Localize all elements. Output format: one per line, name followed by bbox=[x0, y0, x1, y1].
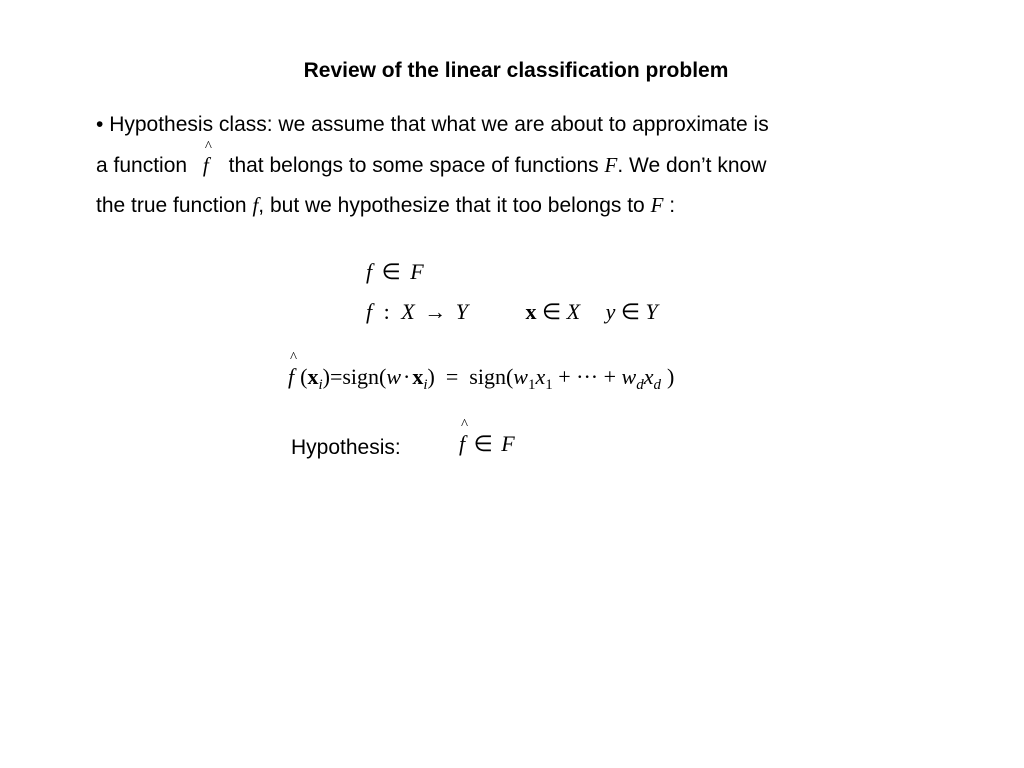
hyp-element-of: ∈ bbox=[473, 431, 493, 456]
eq3-w1: w bbox=[513, 364, 528, 389]
hyp-F: F bbox=[501, 431, 515, 456]
eq2-X: X bbox=[401, 299, 415, 324]
equation-mapping bbox=[366, 299, 658, 325]
hat-accent: ^ bbox=[204, 139, 212, 155]
bullet-glyph: • bbox=[96, 113, 104, 136]
eq3-f-hat bbox=[288, 350, 298, 390]
F-symbol: F bbox=[604, 153, 618, 177]
line2-text-b: that belongs to some space of functions bbox=[228, 154, 599, 177]
eq2-y: y bbox=[605, 299, 616, 324]
eq3-dot: · bbox=[403, 364, 411, 389]
eq2-arrow: → bbox=[424, 299, 447, 324]
bullet-line-2 bbox=[96, 139, 767, 178]
eq2-element-of-1: ∈ bbox=[541, 299, 562, 324]
eq3-f: f bbox=[288, 364, 295, 389]
eq3-sub-1: 1 bbox=[527, 377, 536, 393]
eq2-f: f bbox=[366, 299, 373, 324]
eq3-x1: x bbox=[535, 364, 546, 389]
eq3-plus-dots: + ··· + bbox=[552, 364, 622, 389]
line3-text-c: : bbox=[669, 194, 676, 217]
line2-text-c: . We don’t know bbox=[617, 154, 767, 177]
hypothesis-label: Hypothesis: bbox=[291, 436, 401, 459]
f-symbol-2: f bbox=[252, 193, 259, 217]
eq3-x2-bold: x bbox=[412, 364, 424, 389]
equation-classifier bbox=[288, 350, 675, 393]
f-symbol: f bbox=[202, 153, 209, 177]
equation-f-in-F bbox=[366, 259, 424, 285]
bullet-line-1 bbox=[96, 113, 769, 137]
F-symbol-2: F bbox=[650, 193, 664, 217]
line2-text-a: a function bbox=[96, 154, 188, 177]
eq2-Y2: Y bbox=[645, 299, 658, 324]
eq3-sub-1b: 1 bbox=[545, 377, 553, 393]
eq1-F: F bbox=[410, 259, 424, 284]
eq3-lparen: ( bbox=[300, 364, 308, 389]
eq3-wd: w bbox=[621, 364, 637, 389]
eq2-Y: Y bbox=[455, 299, 468, 324]
line3-text-a: the true function bbox=[96, 194, 247, 217]
eq3-sign-open-2: ) = sign( bbox=[427, 364, 514, 389]
eq2-element-of-2: ∈ bbox=[620, 299, 641, 324]
hyp-f: f bbox=[459, 431, 466, 456]
line1-text: Hypothesis class: we assume that what we are about to approximate is bbox=[109, 113, 769, 136]
eq2-x-bold: x bbox=[525, 299, 537, 324]
eq3-sign-open: )=sign( bbox=[322, 364, 387, 389]
eq3-sub-d: d bbox=[636, 377, 644, 393]
hypothesis-expression bbox=[459, 417, 515, 457]
hyp-hat: ^ bbox=[461, 417, 469, 433]
bullet-line-3 bbox=[96, 193, 675, 218]
hyp-f-hat bbox=[459, 417, 469, 457]
eq1-f: f bbox=[366, 259, 373, 284]
slide-title: Review of the linear classification problem bbox=[303, 59, 729, 82]
eq3-x-bold: x bbox=[307, 364, 319, 389]
eq1-element-of: ∈ bbox=[381, 259, 401, 284]
eq3-w: w bbox=[386, 364, 402, 389]
eq3-sub-db: d bbox=[653, 377, 661, 393]
f-hat-symbol bbox=[202, 139, 212, 178]
eq3-sub-i2: i bbox=[423, 377, 428, 393]
eq2-colon: : bbox=[383, 299, 390, 324]
eq2-X2: X bbox=[566, 299, 581, 324]
eq3-rparen: ) bbox=[666, 364, 675, 389]
eq3-sub-i: i bbox=[318, 377, 323, 393]
eq3-xd: x bbox=[643, 364, 654, 389]
eq3-hat: ^ bbox=[290, 350, 298, 366]
line3-text-b: , but we hypothesize that it too belongs to bbox=[258, 194, 645, 217]
